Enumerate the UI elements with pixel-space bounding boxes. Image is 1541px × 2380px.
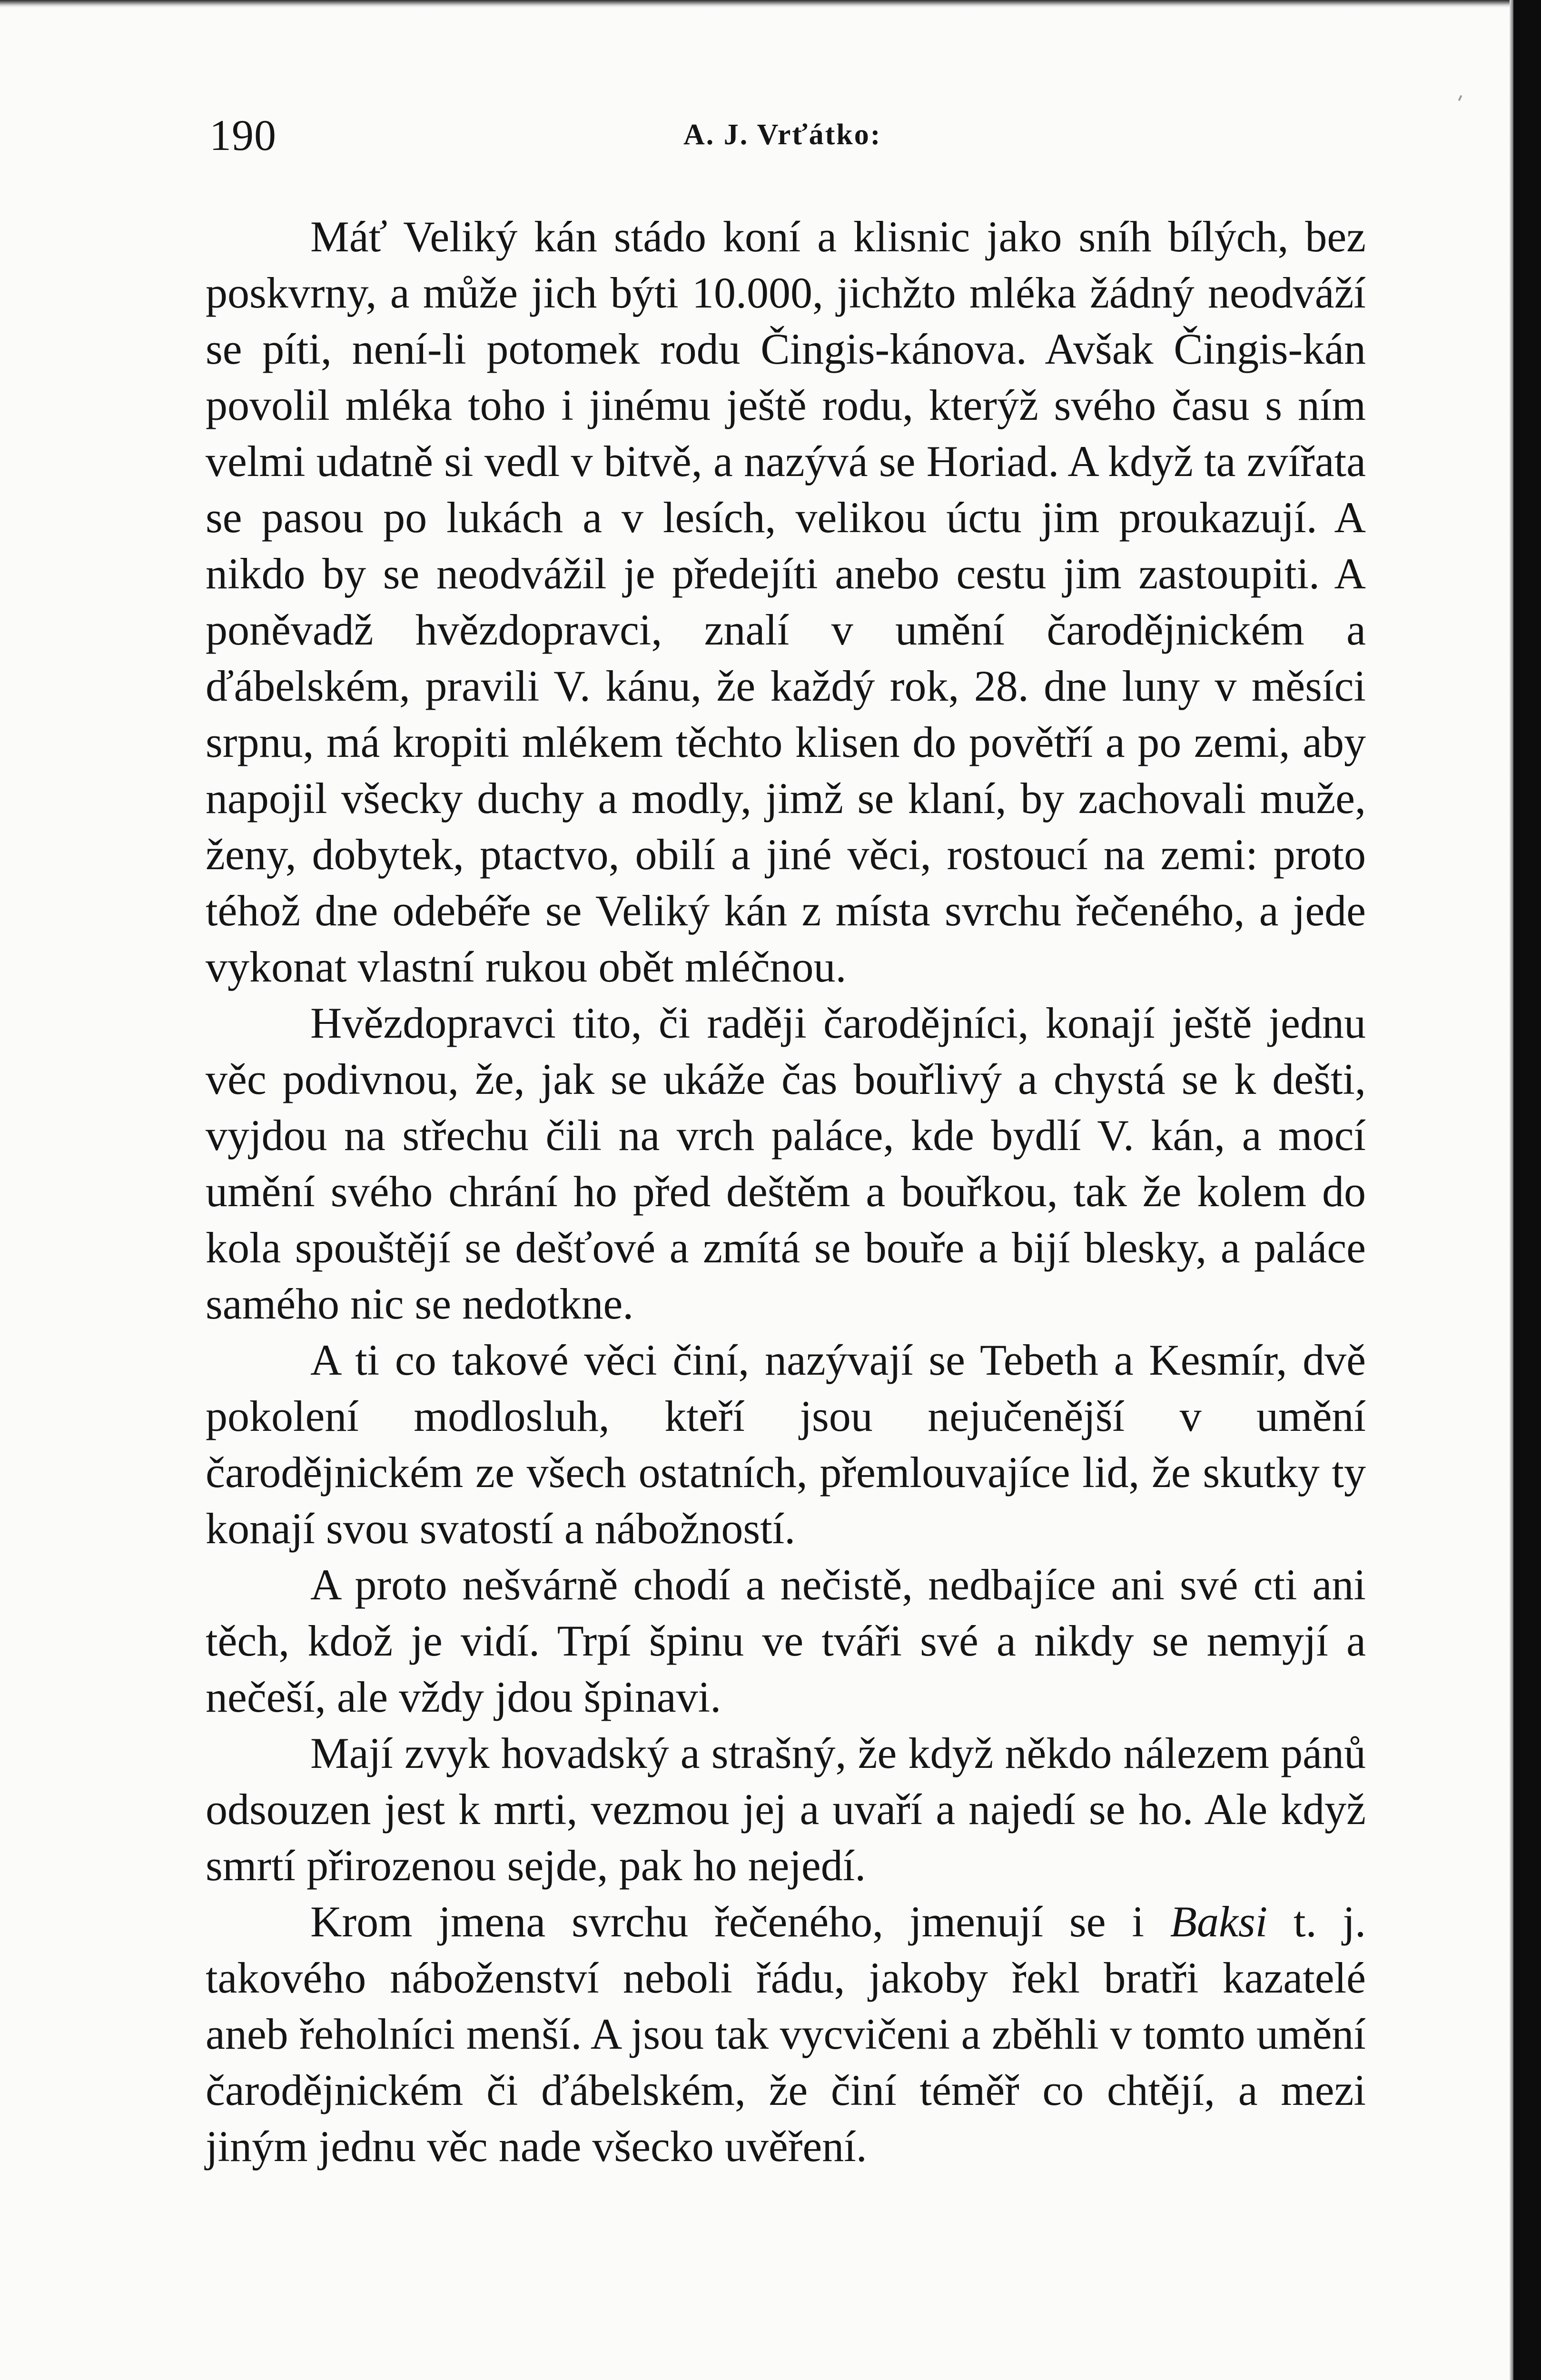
- scan-top-edge: [0, 0, 1513, 8]
- page-number: 190: [209, 111, 277, 159]
- running-head: A. J. Vrťátko:: [683, 119, 882, 151]
- scan-edge-shadow: [1510, 0, 1513, 2380]
- body-text: [206, 208, 1366, 2174]
- dust-speck: [1458, 95, 1462, 101]
- paragraph: [206, 1894, 1366, 2174]
- scan-right-border: [1513, 0, 1541, 2380]
- paragraph: A ti co takové věci činí, nazývají se Tebeth a Kesmír, dvě pokolení modlosluh, kteří jsou nejučenější v umění čarodějnickém ze všech ostatních, přemlouvajíce lid, že skutky ty konají svou svatostí a nábožností.: [206, 1336, 1366, 1553]
- paragraph: Mají zvyk hovadský a strašný, že když někdo nálezem pánů odsouzen jest k mrti, vezmou jej a uvaří a najedí se ho. Ale když smrtí přirozenou sejde, pak ho nejedí.: [206, 1729, 1366, 1890]
- paragraph-text: Krom jmena svrchu řečeného, jmenují se i: [310, 1897, 1170, 1946]
- italic-term: Baksi: [1170, 1897, 1268, 1946]
- paragraph: Hvězdopravci tito, či raději čarodějníci, konají ještě jednu věc podivnou, že, jak se ukáže čas bouřlivý a chystá se k dešti, vyjdou na střechu čili na vrch paláce, kde bydlí V. kán, a mocí umění svého chrání ho před deštěm a bouřkou, tak že kolem do kola spouštějí se dešťové a zmítá se bouře a bijí blesky, a paláce samého nic se nedotkne.: [206, 999, 1366, 1328]
- paragraph-text: t. j. takového náboženství neboli řádu, jakoby řekl bratři kazatelé aneb řeholníci menší. A jsou tak vycvičeni a zběhli v tomto umění čarodějnickém či ďábelském, že činí téměř co chtějí, a mezi jiným jednu věc nade všecko uvěření.: [206, 1897, 1366, 2171]
- paragraph: A proto nešvárně chodí a nečistě, nedbajíce ani své cti ani těch, kdož je vidí. Trpí špinu ve tváři své a nikdy se nemyjí a nečeší, ale vždy jdou špinavi.: [206, 1560, 1366, 1721]
- paragraph: Máť Veliký kán stádo koní a klisnic jako sníh bílých, bez poskvrny, a může jich býti 10.000, jichžto mléka žádný neodváží se píti, není-li potomek rodu Čingis-kánova. Avšak Čingis-kán povolil mléka toho i jinému ještě rodu, kterýž svého času s ním velmi udatně si vedl v bitvě, a nazývá se Horiad. A když ta zvířata se pasou po lukách a v lesích, velikou úctu jim proukazují. A nikdo by se neodvážil je předejíti anebo cestu jim zastoupiti. A poněvadž hvězdopravci, znalí v umění čarodějnickém a ďábelském, pravili V. kánu, že každý rok, 28. dne luny v měsíci srpnu, má kropiti mlékem těchto klisen do povětří a po zemi, aby napojil všecky duchy a modly, jimž se klaní, by zachovali muže, ženy, dobytek, ptactvo, obilí a jiné věci, rostoucí na zemi: proto téhož dne odebéře se Veliký kán z místa svrchu řečeného, a jede vykonat vlastní rukou obět mléčnou.: [206, 212, 1366, 991]
